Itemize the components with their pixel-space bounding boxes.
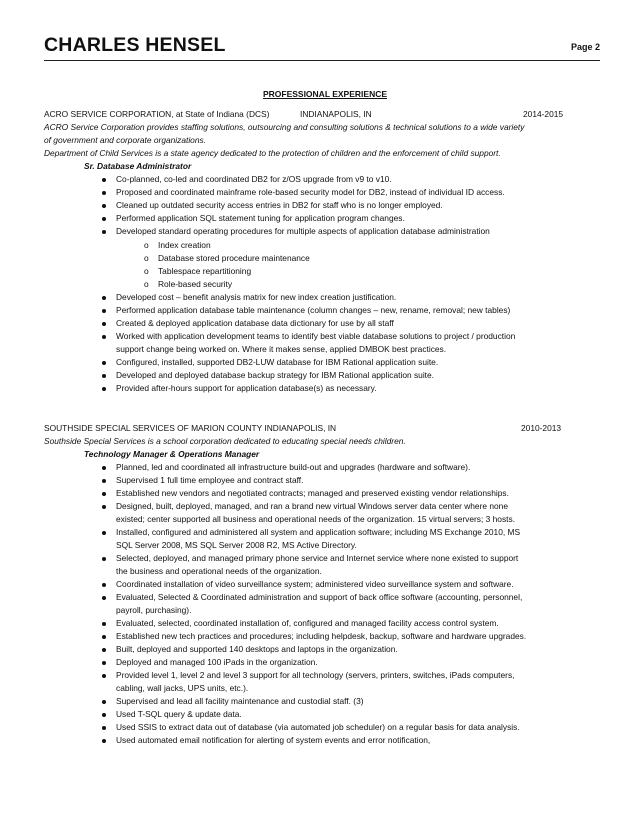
job2-bullet-continuation: SQL Server 2008, MS SQL Server 2008 R2, MS Active Directory. xyxy=(116,540,357,550)
bullet-dot xyxy=(102,583,106,587)
job2-bullet-continuation: the business and operational needs of the organization. xyxy=(116,566,322,576)
bullet-dot xyxy=(102,635,106,639)
bullet-dot xyxy=(102,622,106,626)
job2-bullet-continuation: cabling, wall jacks, UPS units, etc.). xyxy=(116,683,249,693)
job2-bullet-continuation: existed; center supported all business and operational needs of the organization. 15 virtual servers; 3 hosts. xyxy=(116,514,515,524)
bullet-dot xyxy=(102,700,106,704)
job2-employer: SOUTHSIDE SPECIAL SERVICES OF MARION COUNTY INDIANAPOLIS, IN xyxy=(44,423,337,433)
bullet-dot xyxy=(102,713,106,717)
bullet-dot xyxy=(102,492,106,496)
job2-dates: 2010-2013 xyxy=(521,423,562,433)
bullet-dot xyxy=(102,726,106,730)
bullet-dot xyxy=(102,674,106,678)
bullet-dot xyxy=(102,505,106,509)
bullet-dot xyxy=(102,335,106,339)
job1-description-line-3: Department of Child Services is a state agency dedicated to the protection of children and the enforcement of child support. xyxy=(44,148,501,158)
bullet-dot xyxy=(102,204,106,208)
candidate-name: CHARLES HENSEL xyxy=(44,34,226,56)
bullet-dot xyxy=(102,309,106,313)
bullet-dot xyxy=(102,648,106,652)
bullet-dot xyxy=(102,661,106,665)
bullet-dot xyxy=(102,230,106,234)
job2-bullet-continuation: payroll, purchasing). xyxy=(116,605,192,615)
bullet-dot xyxy=(102,374,106,378)
page-number: Page 2 xyxy=(570,42,600,52)
bullet-dot xyxy=(102,387,106,391)
bullet-dot xyxy=(102,178,106,182)
bullet-dot xyxy=(102,596,106,600)
header-divider xyxy=(44,60,600,61)
bullet-dot xyxy=(102,466,106,470)
job2-description: Southside Special Services is a school corporation dedicated to educating special needs children. xyxy=(44,436,406,446)
bullet-dot xyxy=(102,479,106,483)
bullet-dot xyxy=(102,739,106,743)
job1-bullet-continuation: support change being worked on. Where it makes sense, applied DMBOK best practices. xyxy=(116,344,447,354)
bullet-dot xyxy=(102,361,106,365)
bullet-dot xyxy=(102,531,106,535)
job1-description-line-1: ACRO Service Corporation provides staffing solutions, outsourcing and consulting solutions & technical solutions to a wide variety xyxy=(44,122,525,132)
job1-dates: 2014-2015 xyxy=(523,109,564,119)
bullet-dot xyxy=(102,557,106,561)
bullet-dot xyxy=(102,191,106,195)
bullet-dot xyxy=(102,296,106,300)
bullet-dot xyxy=(102,322,106,326)
job2-title: Technology Manager & Operations Manager xyxy=(84,449,260,459)
job1-location: INDIANAPOLIS, IN xyxy=(300,109,372,119)
section-title xyxy=(0,84,638,102)
section-title-text: PROFESSIONAL EXPERIENCE xyxy=(262,89,388,99)
job1-title: Sr. Database Administrator xyxy=(84,161,192,171)
page-header xyxy=(44,34,600,60)
job1-employer: ACRO SERVICE CORPORATION, at State of Indiana (DCS) xyxy=(44,109,270,119)
job1-description-line-2: of government and corporate organizations. xyxy=(44,135,207,145)
bullet-dot xyxy=(102,217,106,221)
resume-page: CHARLES HENSEL Page 2 PROFESSIONAL EXPERIENCE ACRO SERVICE CORPORATION, at State of Indiana (DCS) INDIANAPOLIS, IN 2014-2015 ACRO Service Corporation provides staffing solutions, outsourcing and consulting solutions & technical solutions to a wide variety of government and corporate organizations. Department of Child Services is a state agency dedicated to the protection of children and the enforcement of child support. Sr. Database Administrator Co-planned, co-led and coordinated DB2 for z/OS upgrade from v9 to v10. Proposed and coordinated mainframe role-based security model for DB2, instead of individual ID access. Cleaned up outdated security access entries in DB2 for staff who is no longer employed. Performed application SQL statement tuning for application program changes. Developed standard operating procedures for multiple aspects of application database administration o Index creation o Database stored procedure maintenance o Tablespace repartitioning o Role-based security Developed cost – benefit analysis matrix for new index creation justification. Performed application database table maintenance (column changes – new, rename, removal; new tables) Created & deployed application database data dictionary for use by all staff Worked with application development teams to identify best viable database solutions to project / production support change being worked on. Where it makes sense, applied DMBOK best practices. Configured, installed, supported DB2-LUW database for IBM Rational application suite. Developed and deployed database backup strategy for IBM Rational application suite. Provided after-hours support for application database(s) as necessary. SOUTHSIDE SPECIAL SERVICES OF MARION COUNTY INDIANAPOLIS, IN 2010-2013 Southside Special Services is a school corporation dedicated to educating special needs children. Technology Manager & Operations Manager Planned, led and coordinated all infrastructure build-out and upgrades (hardware and software). Supervised 1 full time employee and contract staff. Established new vendors and negotiated contracts; managed and preserved existing vendor relationships. Designed, built, deployed, managed, and ran a brand new virtual Windows server data center where none existed; center supported all business and operational needs of the organization. 15 virtual servers; 3 hosts. Installed, configured and administered all system and application software; including MS Exchange 2010, MS SQL Server 2008, MS SQL Server 2008 R2, MS Active Directory. Selected, deployed, and managed primary phone service and Internet service where none existed to support the business and operational needs of the organization. Coordinated installation of video surveillance system; administered video surveillance system and software. Evaluated, Selected & Coordinated administration and support of back office software (accounting, personnel, payroll, purchasing). Evaluated, selected, coordinated installation of, configured and managed facility access control system. Established new tech practices and procedures; including helpdesk, backup, software and hardware upgrades. Built, deployed and supported 140 desktops and laptops in the organization. Deployed and managed 100 iPads in the organization. Provided level 1, level 2 and level 3 support for all technology (servers, printers, switches, iPads computers, cabling, wall jacks, UPS units, etc.). Supervised and lead all facility maintenance and custodial staff. (3) Used T-SQL query & update data. Used SSIS to extract data out of database (via automated job scheduler) on a regular basis for data analysis. Used automated email notification for alerting of system events and error notification, xyxy=(0,0,638,826)
